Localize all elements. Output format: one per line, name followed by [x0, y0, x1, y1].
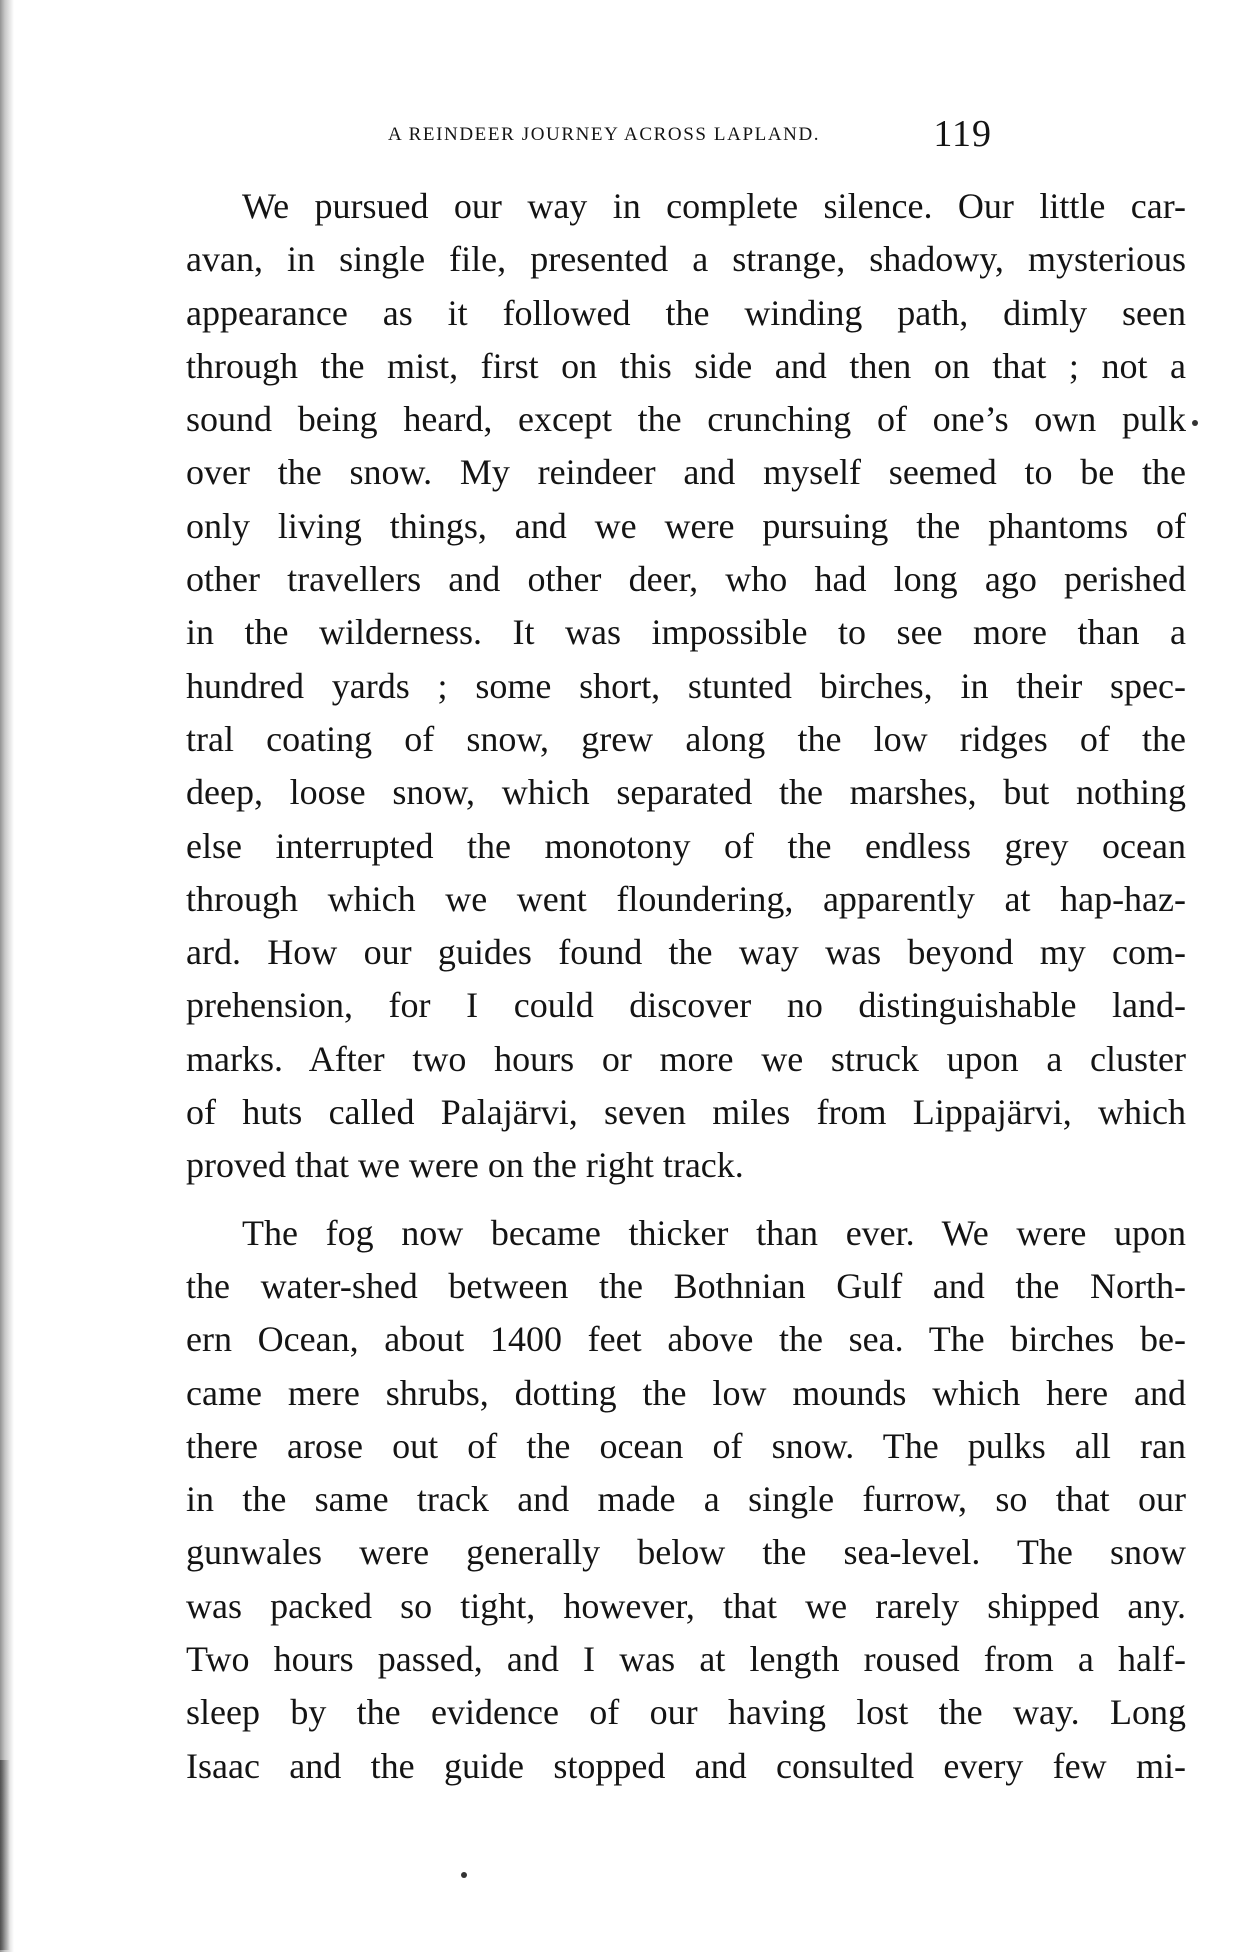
text-line: avan, in single file, presented a strange, shadowy, mysterious	[186, 239, 1186, 280]
text-line: prehension, for I could discover no distinguishable land-	[186, 985, 1186, 1026]
text-line: hundred yards ; some short, stunted birches, in their spec-	[186, 665, 1186, 706]
text-line: was packed so tight, however, that we rarely shipped any.	[186, 1585, 1186, 1626]
text-line: sound being heard, except the crunching of one’s own pulk	[186, 399, 1186, 440]
page-edge-speck	[0, 1760, 10, 1950]
text-line: tral coating of snow, grew along the low ridges of the	[186, 718, 1186, 759]
text-line: through the mist, first on this side and then on that ; not a	[186, 345, 1186, 386]
text-line: in the wilderness. It was impossible to see more than a	[186, 612, 1186, 653]
text-line: ard. How our guides found the way was beyond my com-	[186, 932, 1186, 973]
text-line: The fog now became thicker than ever. We were upon	[242, 1212, 1186, 1253]
text-line: only living things, and we were pursuing the phantoms of	[186, 505, 1186, 546]
body-text	[186, 180, 1186, 1793]
text-line: there arose out of the ocean of snow. The pulks all ran	[186, 1425, 1186, 1466]
text-line: came mere shrubs, dotting the low mounds which here and	[186, 1372, 1186, 1413]
text-line: sleep by the evidence of our having lost the way. Long	[186, 1692, 1186, 1733]
text-line: through which we went floundering, apparently at hap-haz-	[186, 878, 1186, 919]
text-line: other travellers and other deer, who had long ago perished	[186, 559, 1186, 600]
text-line: of huts called Palajärvi, seven miles from Lippajärvi, which	[186, 1092, 1186, 1133]
text-line: over the snow. My reindeer and myself seemed to be the	[186, 452, 1186, 493]
text-line: Isaac and the guide stopped and consulted every few mi-	[186, 1745, 1186, 1786]
text-line: ern Ocean, about 1400 feet above the sea. The birches be-	[186, 1319, 1186, 1360]
text-line: in the same track and made a single furrow, so that our	[186, 1479, 1186, 1520]
text-line: deep, loose snow, which separated the marshes, but nothing	[186, 772, 1186, 813]
paragraph-1	[186, 180, 1186, 1193]
running-title: A REINDEER JOURNEY ACROSS LAPLAND.	[388, 124, 821, 145]
text-line: else interrupted the monotony of the endless grey ocean	[186, 825, 1186, 866]
running-head	[388, 112, 992, 155]
text-line: marks. After two hours or more we struck upon a cluster	[186, 1038, 1186, 1079]
text-line: We pursued our way in complete silence. Our little car-	[242, 186, 1186, 226]
ink-speck	[461, 1872, 467, 1878]
page-edge-shadow	[0, 0, 14, 1952]
paragraph-gap	[186, 1193, 1186, 1207]
text-line: the water-shed between the Bothnian Gulf and the North-	[186, 1265, 1186, 1306]
text-line: appearance as it followed the winding path, dimly seen	[186, 292, 1186, 333]
paragraph-2	[186, 1207, 1186, 1793]
ink-speck	[1192, 420, 1198, 426]
text-line: Two hours passed, and I was at length roused from a half-	[186, 1639, 1186, 1680]
text-line: gunwales were generally below the sea-level. The snow	[186, 1532, 1186, 1573]
page-number: 119	[933, 113, 992, 155]
text-line: proved that we were on the right track.	[186, 1145, 744, 1186]
